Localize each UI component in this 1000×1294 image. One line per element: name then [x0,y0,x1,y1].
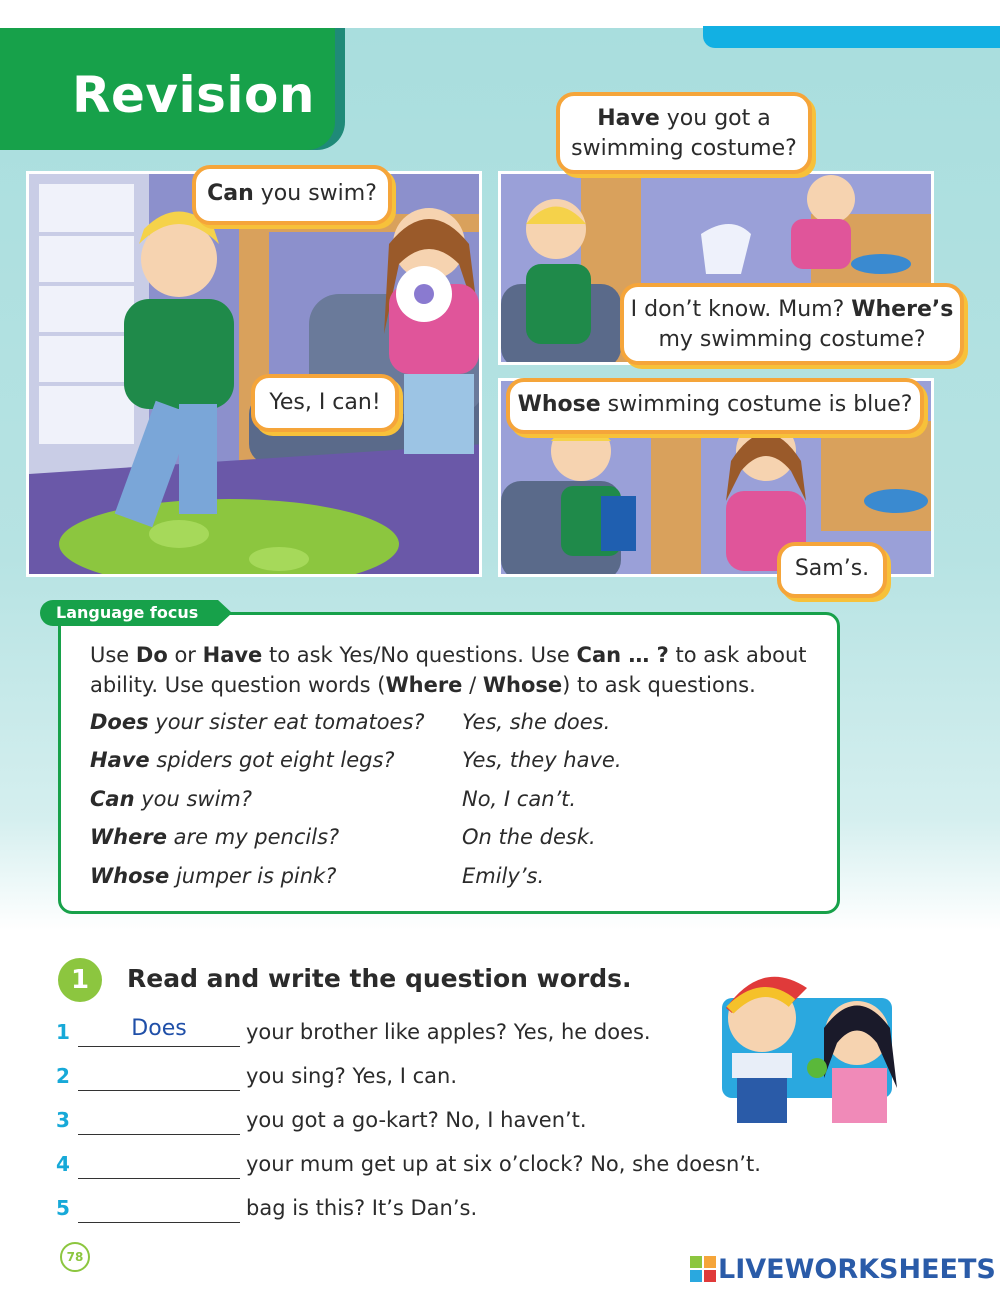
bubble-5-bold: Whose [517,392,601,417]
page-title: Revision [72,66,315,124]
intro-text-3: to ask Yes/No questions. Use [262,643,577,667]
speech-bubble-can-you-swim [192,165,392,225]
speech-bubble-where-is [620,283,964,365]
language-focus-intro [90,640,820,700]
bubble-3-bold: Have [597,106,660,131]
intro-text-4: to ask about ability. Use question words ( [90,643,807,697]
example-question-rest: your sister eat tomatoes? [148,710,425,734]
item-text: bag is this? It’s Dan’s. [246,1196,478,1220]
example-row [90,707,810,737]
intro-text-6: ) to ask questions. [562,673,756,697]
example-question [90,745,395,775]
answer-line [78,1090,240,1091]
exercise-number-badge: 1 [58,958,102,1002]
intro-bold-can: Can … ? [576,643,669,667]
intro-bold-where: Where [385,673,463,697]
example-row [90,861,810,891]
bubble-3-line2: swimming costume? [571,136,797,161]
example-question-rest: are my pencils? [166,825,340,849]
bubble-6-text: Sam’s. [794,556,870,581]
example-answer: Emily’s. [462,864,545,888]
example-question [90,861,336,891]
intro-bold-do: Do [135,643,168,667]
exercise-item [56,1192,776,1226]
bubble-1-bold: Can [207,181,254,206]
example-question [90,822,339,852]
example-question-word: Have [90,748,150,772]
answer-line [78,1178,240,1179]
item-number: 4 [56,1152,70,1176]
bubble-1-text: you swim? [253,181,377,206]
example-question [90,784,252,814]
example-question [90,707,425,737]
exercise-item [56,1016,776,1050]
speech-bubble-whose [506,378,924,434]
bubble-4-line2: my swimming costume? [658,327,926,352]
page-number: 78 [60,1242,90,1272]
intro-bold-have: Have [202,643,263,667]
item-text: your brother like apples? Yes, he does. [246,1020,651,1044]
speech-bubble-yes-i-can [251,374,399,432]
example-row [90,822,810,852]
speech-bubble-sams [777,542,887,598]
logo-text: LIVEWORKSHEETS [718,1254,996,1285]
bubble-4-bold: Where’s [851,297,954,322]
answer-line [78,1222,240,1223]
answer-field[interactable]: Does [131,1016,187,1041]
item-number: 2 [56,1064,70,1088]
example-answer: Yes, she does. [462,710,611,734]
exercise-item [56,1148,776,1182]
item-text: you sing? Yes, I can. [246,1064,458,1088]
bubble-3-text: you got a [659,106,771,131]
language-focus-arrow [218,600,232,626]
example-row [90,784,810,814]
example-answer: No, I can’t. [462,787,577,811]
item-number: 1 [56,1020,70,1044]
example-answer: On the desk. [462,825,596,849]
example-question-rest: jumper is pink? [169,864,337,888]
item-number: 5 [56,1196,70,1220]
comic-panel-1 [26,171,482,577]
example-row [90,745,810,775]
bubble-5-text: swimming costume is blue? [600,392,913,417]
example-question-word: Can [90,787,135,811]
language-focus-label: Language focus [40,600,218,626]
answer-line [78,1046,240,1047]
panel-1-illustration [29,174,482,577]
example-question-word: Whose [90,864,170,888]
blue-header-tab [703,26,1000,48]
example-answer: Yes, they have. [462,748,622,772]
bubble-4-pre: I don’t know. Mum? [630,297,852,322]
intro-text-5: / [462,673,483,697]
intro-text-2: or [167,643,203,667]
intro-text-1: Use [90,643,136,667]
exercise-item [56,1060,776,1094]
example-question-rest: you swim? [134,787,253,811]
example-question-word: Does [90,710,149,734]
top-strip [0,0,1000,28]
speech-bubble-have-you-got [556,92,812,174]
intro-bold-whose: Whose [482,673,563,697]
item-text: your mum get up at six o’clock? No, she doesn’t. [246,1152,761,1176]
example-question-rest: spiders got eight legs? [149,748,395,772]
item-number: 3 [56,1108,70,1132]
logo-grid-icon [690,1256,716,1282]
example-question-word: Where [90,825,167,849]
exercise-title: Read and write the question words. [127,964,632,993]
exercise-item [56,1104,776,1138]
item-text: you got a go-kart? No, I haven’t. [246,1108,587,1132]
bubble-2-text: Yes, I can! [269,390,381,415]
answer-line [78,1134,240,1135]
